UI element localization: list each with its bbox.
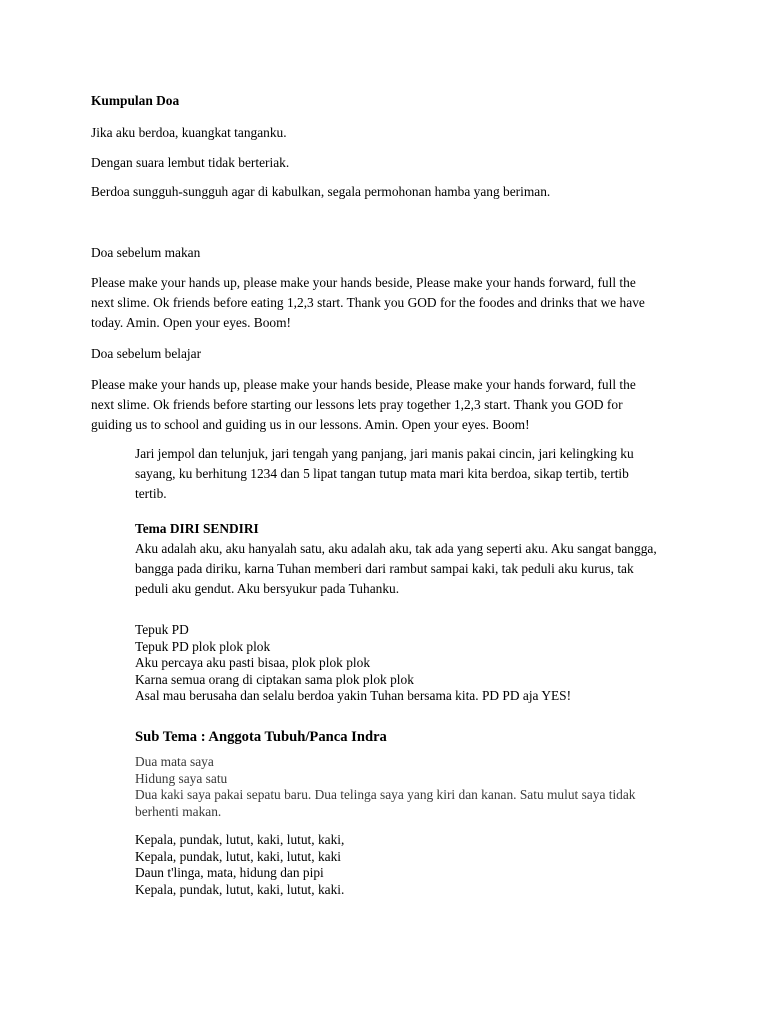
text-line: Jari jempol dan telunjuk, jari tengah yang panjang, jari manis pakai cincin, jari kelingking ku: [135, 446, 634, 461]
text-line: Aku adalah aku, aku hanyalah satu, aku adalah aku, tak ada yang seperti aku. Aku sangat bangga,: [135, 541, 657, 556]
tepuk-pd-block: [135, 622, 695, 705]
text-line: Dua kaki saya pakai sepatu baru. Dua telinga saya yang kiri dan kanan. Satu mulut saya tidak: [135, 787, 636, 802]
intro-line-2: Dengan suara lembut tidak berteriak.: [91, 155, 290, 170]
intro-line-3: Berdoa sungguh-sungguh agar di kabulkan, segala permohonan hamba yang beriman.: [91, 184, 551, 199]
text-line: Karna semua orang di ciptakan sama plok plok plok: [135, 671, 414, 687]
paragraph-doa-makan: [91, 273, 691, 333]
heading-doa-makan: Doa sebelum makan: [91, 245, 201, 260]
text-line: bangga pada diriku, karna Tuhan memberi dari rambut sampai kaki, tak peduli aku kurus, tak: [135, 561, 634, 576]
heading-tema-diri-sendiri: Tema DIRI SENDIRI: [135, 521, 259, 536]
text-line: berhenti makan.: [135, 803, 222, 819]
text-line: sayang, ku berhitung 1234 dan 5 lipat tangan tutup mata mari kita berdoa, sikap tertib, tertib: [135, 466, 629, 481]
text-line: guiding us to school and guiding us in our lessons. Amin. Open your eyes. Boom!: [91, 417, 530, 432]
heading-doa-belajar: Doa sebelum belajar: [91, 346, 202, 361]
text-line: Aku percaya aku pasti bisaa, plok plok plok: [135, 655, 371, 670]
intro-line-1: Jika aku berdoa, kuangkat tanganku.: [91, 125, 287, 140]
paragraph-jari: [135, 444, 695, 504]
paragraph-doa-belajar: [91, 375, 691, 435]
text-line: peduli aku gendut. Aku bersyukur pada Tuhanku.: [135, 581, 400, 596]
text-line: next slime. Ok friends before starting our lessons lets pray together 1,2,3 start. Thank you GOD for: [91, 397, 623, 412]
heading-sub-tema: Sub Tema : Anggota Tubuh/Panca Indra: [135, 729, 387, 745]
text-line: Tepuk PD plok plok plok: [135, 638, 271, 654]
text-line: Tepuk PD: [135, 622, 189, 637]
kepala-pundak-block: [135, 832, 695, 898]
text-line: Kepala, pundak, lutut, kaki, lutut, kaki.: [135, 881, 345, 897]
paragraph-tema: [135, 539, 695, 599]
text-line: today. Amin. Open your eyes. Boom!: [91, 315, 291, 330]
text-line: tertib.: [135, 486, 167, 501]
text-line: Daun t'linga, mata, hidung dan pipi: [135, 865, 324, 880]
document-title: Kumpulan Doa: [91, 93, 180, 108]
text-line: Kepala, pundak, lutut, kaki, lutut, kaki: [135, 848, 342, 864]
text-line: Kepala, pundak, lutut, kaki, lutut, kaki,: [135, 832, 345, 847]
text-line: next slime. Ok friends before eating 1,2,3 start. Thank you GOD for the foodes and drinks that we have: [91, 295, 645, 310]
text-line: Dua mata saya: [135, 754, 214, 769]
paragraph-sub-tema: [135, 754, 695, 820]
text-line: Asal mau berusaha dan selalu berdoa yakin Tuhan bersama kita. PD PD aja YES!: [135, 688, 572, 703]
text-line: Hidung saya satu: [135, 770, 228, 786]
text-line: Please make your hands up, please make your hands beside, Please make your hands forward, full the: [91, 275, 636, 290]
text-line: Please make your hands up, please make your hands beside, Please make your hands forward, full the: [91, 377, 636, 392]
